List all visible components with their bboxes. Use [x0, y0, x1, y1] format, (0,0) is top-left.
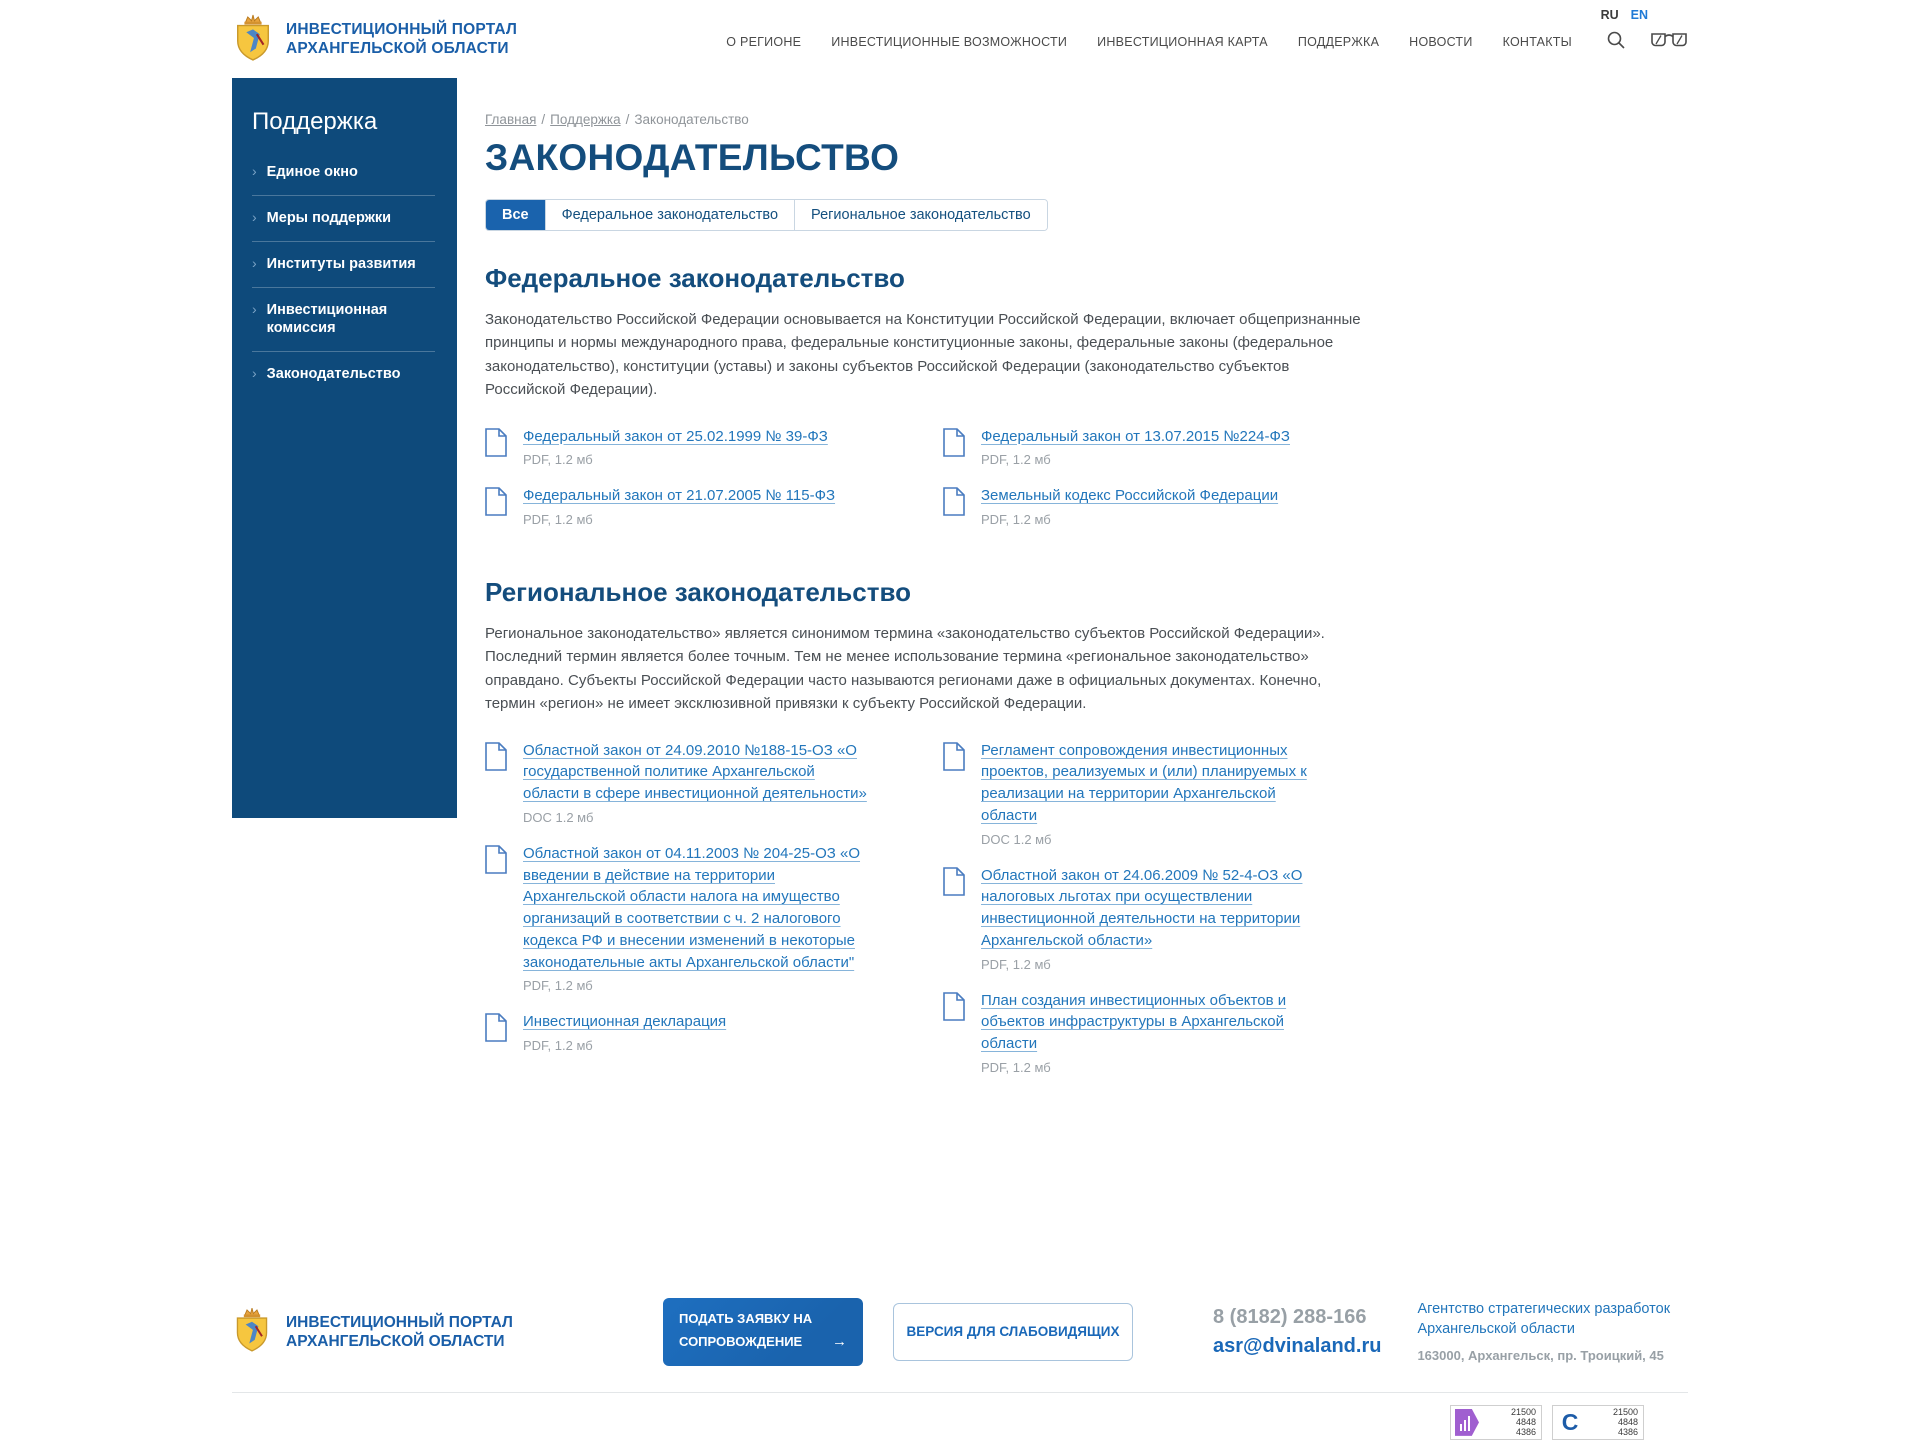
chevron-right-icon: › — [252, 208, 257, 225]
file-icon — [485, 485, 507, 527]
file-icon — [485, 843, 507, 994]
footer-logo[interactable] — [232, 1305, 663, 1358]
sidebar-item-development-institutes[interactable]: › Институты развития — [252, 254, 416, 272]
lang-en-link[interactable]: EN — [1630, 8, 1648, 22]
document-link[interactable]: Инвестиционная декларация — [523, 1013, 727, 1031]
file-icon — [485, 1011, 507, 1053]
bar-chart-counter-icon — [1455, 1409, 1479, 1436]
regional-heading: Региональное законодательство — [485, 577, 911, 608]
breadcrumb-home-link[interactable]: Главная — [485, 112, 537, 127]
document-link[interactable]: Областной закон от 24.06.2009 № 52-4-ОЗ «О налоговых льготах при осуществлении инвестиционной деятельности на территории Архангельской области» — [981, 866, 1303, 949]
breadcrumb: Главная / Поддержка / Законодательство — [485, 112, 749, 127]
accessibility-glasses-icon[interactable] — [1650, 31, 1688, 54]
site-header — [0, 0, 1920, 78]
lang-ru-link[interactable]: RU — [1600, 8, 1619, 22]
nav-item-opportunities[interactable]: ИНВЕСТИЦИОННЫЕ ВОЗМОЖНОСТИ — [831, 35, 1068, 49]
document-link[interactable]: Федеральный закон от 21.07.2005 № 115-ФЗ — [523, 487, 836, 505]
tab-regional[interactable]: Региональное законодательство — [794, 200, 1047, 230]
document-meta: PDF, 1.2 мб — [523, 512, 593, 528]
visitor-counters — [232, 1405, 1688, 1440]
chevron-right-icon: › — [252, 163, 257, 179]
document-meta: DOC 1.2 мб — [523, 809, 594, 825]
phone-number: 8 (8182) 288-166 — [1213, 1305, 1367, 1328]
letter-c-counter-icon: C — [1561, 1408, 1579, 1435]
apply-support-button[interactable]: ПОДАТЬ ЗАЯВКУ НА СОПРОВОЖДЕНИЕ → — [663, 1298, 863, 1366]
document-meta: PDF, 1.2 мб — [981, 1059, 1051, 1075]
document-meta: PDF, 1.2 мб — [981, 512, 1051, 528]
document-meta: PDF, 1.2 мб — [523, 452, 593, 468]
sidebar-title: Поддержка — [252, 108, 378, 135]
footer-site-title: ИНВЕСТИЦИОННЫЙ ПОРТАЛ АРХАНГЕЛЬСКОЙ ОБЛАСТИ — [286, 1313, 513, 1350]
document-item — [485, 843, 943, 994]
agency-address: 163000, Архангельск, пр. Троицкий, 45 — [1417, 1348, 1664, 1364]
document-item — [485, 485, 943, 527]
document-meta: PDF, 1.2 мб — [523, 1038, 593, 1054]
sidebar-item-legislation[interactable]: › Законодательство — [252, 365, 401, 383]
document-item — [943, 426, 1401, 468]
email-link[interactable]: asr@dvinaland.ru — [1213, 1334, 1382, 1357]
nav-item-region[interactable]: О РЕГИОНЕ — [726, 35, 802, 49]
document-item — [485, 1011, 943, 1053]
tab-all[interactable]: Все — [486, 200, 545, 230]
document-link[interactable]: Федеральный закон от 13.07.2015 №224-ФЗ — [981, 427, 1290, 445]
main-nav — [726, 35, 1572, 49]
chevron-right-icon: › — [252, 300, 257, 317]
document-meta: DOC 1.2 мб — [981, 831, 1052, 847]
document-link[interactable]: Областной закон от 04.11.2003 № 204-25-ОЗ «О введении в действие на территории Архангельской области налога на имущество организаций в соответствии с ч. 2 налогового кодекса РФ и внесении изменений в некоторые законодательные акты Архангельской области" — [523, 844, 861, 971]
nav-item-news[interactable]: НОВОСТИ — [1409, 35, 1473, 49]
page-title: ЗАКОНОДАТЕЛЬСТВО — [485, 137, 900, 178]
federal-heading: Федеральное законодательство — [485, 263, 905, 293]
document-link[interactable]: Областной закон от 24.09.2010 №188-15-ОЗ «О государственной политике Архангельской области в сфере инвестиционной деятельности» — [523, 741, 867, 803]
file-icon — [943, 426, 965, 468]
counter-badge-sputnik[interactable]: C 21500 4848 4386 — [1552, 1405, 1644, 1440]
document-link[interactable]: Федеральный закон от 25.02.1999 № 39-ФЗ — [523, 427, 828, 445]
federal-section — [485, 263, 1688, 545]
sidebar-item-single-window[interactable]: › Единое окно — [252, 163, 358, 180]
document-meta: PDF, 1.2 мб — [523, 978, 593, 994]
regional-section — [485, 577, 1688, 1093]
document-item — [943, 485, 1401, 527]
language-switcher — [1601, 8, 1648, 22]
document-item — [485, 426, 943, 468]
federal-description: Законодательство Российской Федерации основывается на Конституции Российской Федерации, включает общепризнанные принципы и нормы международного права, федеральные конституционные законы, федеральные законы (федеральное законодательство), конституции (уставы) и законы субъектов Российской Федерации (законодательство субъектов Российской Федерации). — [485, 311, 1361, 399]
site-logo[interactable] — [232, 12, 517, 67]
document-item — [943, 990, 1401, 1075]
sidebar — [232, 78, 457, 818]
filter-tabs — [485, 199, 1048, 231]
file-icon — [943, 990, 965, 1075]
chevron-right-icon: › — [252, 254, 257, 271]
file-icon — [485, 740, 507, 825]
document-meta: PDF, 1.2 мб — [981, 452, 1051, 468]
site-title: ИНВЕСТИЦИОННЫЙ ПОРТАЛ АРХАНГЕЛЬСКОЙ ОБЛАСТИ — [286, 20, 518, 57]
file-icon — [943, 485, 965, 527]
agency-name: Агентство стратегических разработок Архангельской области — [1417, 1301, 1671, 1337]
document-link[interactable]: Регламент сопровождения инвестиционных проектов, реализуемых и (или) планируемых к реализации на территории Архангельской области — [981, 741, 1307, 824]
document-item — [943, 865, 1401, 972]
file-icon — [943, 865, 965, 972]
tab-federal[interactable]: Федеральное законодательство — [545, 200, 794, 230]
document-item — [943, 740, 1401, 847]
footer-divider — [232, 1392, 1688, 1393]
coat-of-arms-icon — [232, 1305, 272, 1358]
document-meta: PDF, 1.2 мб — [981, 956, 1051, 972]
breadcrumb-current: Законодательство — [634, 112, 749, 127]
breadcrumb-support-link[interactable]: Поддержка — [550, 112, 621, 127]
nav-item-contacts[interactable]: КОНТАКТЫ — [1502, 35, 1572, 49]
nav-item-support[interactable]: ПОДДЕРЖКА — [1297, 35, 1380, 49]
file-icon — [943, 740, 965, 847]
footer-contacts — [1213, 1306, 1381, 1358]
arrow-right-icon: → — [832, 1333, 847, 1351]
document-item — [485, 740, 943, 825]
site-footer — [0, 1298, 1920, 1440]
file-icon — [485, 426, 507, 468]
chevron-right-icon: › — [252, 365, 257, 382]
document-link[interactable]: План создания инвестиционных объектов и объектов инфраструктуры в Архангельской области — [981, 991, 1287, 1053]
nav-item-investment-map[interactable]: ИНВЕСТИЦИОННАЯ КАРТА — [1097, 35, 1268, 49]
accessibility-version-button[interactable]: ВЕРСИЯ ДЛЯ СЛАБОВИДЯЩИХ — [893, 1303, 1133, 1361]
document-link[interactable]: Земельный кодекс Российской Федерации — [981, 487, 1279, 505]
search-icon[interactable] — [1606, 30, 1626, 55]
counter-badge-liveinternet[interactable]: 21500 4848 4386 — [1450, 1405, 1542, 1440]
sidebar-item-support-measures[interactable]: › Меры поддержки — [252, 208, 392, 226]
footer-agency — [1417, 1300, 1679, 1363]
regional-description: Региональное законодательство» является синонимом термина «законодательство субъектов Российской Федерации». Последний термин является более точным. Тем не менее использование термина «региональное законодательство» оправдано. Субъекты Российской Федерации часто называются регионами даже в официальных документах. Конечно, термин «регион» не имеет эксклюзивной привязки к субъекту Российской Федерации. — [485, 625, 1325, 713]
coat-of-arms-icon — [232, 12, 274, 67]
sidebar-item-investment-commission[interactable]: › Инвестиционная комиссия — [252, 300, 388, 337]
